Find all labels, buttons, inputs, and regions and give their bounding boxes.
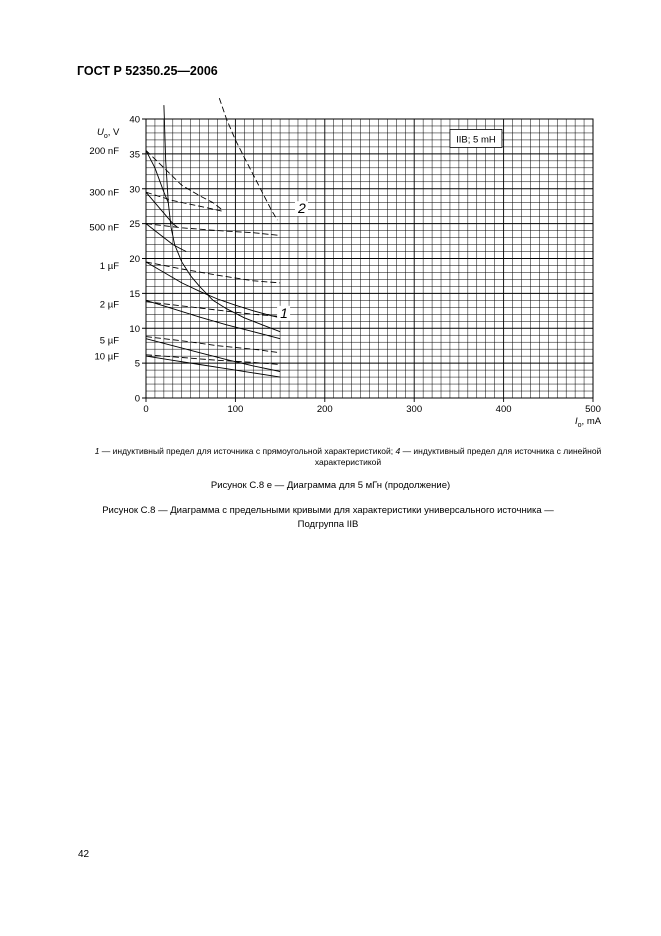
capacitance-label: 5 µF [99,335,119,347]
legend-text-2: — индуктивный предел для источника с линейной характеристикой [314,446,602,467]
x-tick-label: 400 [495,404,512,415]
legend-number-2: 4 [395,446,401,456]
x-tick-label: 0 [143,404,149,415]
legend-text-1: — индуктивный предел для источника с прямоугольной характеристикой; [99,446,396,456]
y-tick-label: 15 [129,288,140,300]
series-line [146,150,168,202]
series-line [146,224,280,236]
legend-number-1: 1 [94,446,100,456]
y-tick-label: 0 [134,393,140,405]
page-number: 42 [78,849,90,860]
x-tick-label: 100 [227,404,244,415]
y-tick-label: 25 [129,219,140,231]
x-tick-label: 500 [585,404,601,415]
series-line [146,300,280,338]
chart [0,0,661,440]
legend-note [78,446,618,468]
y-tick-label: 30 [129,184,140,196]
curve-label: 1 [280,304,288,321]
capacitance-label: 1 µF [99,260,119,272]
y-tick-label: 10 [129,323,140,335]
document-header: ГОСТ Р 52350.25—2006 [77,64,218,78]
capacitance-label: 2 µF [99,299,119,311]
y-tick-label: 35 [129,149,140,161]
capacitance-label: 300 nF [89,187,119,199]
x-tick-label: 300 [406,404,423,415]
series-line [219,98,277,220]
capacitance-label: 500 nF [89,222,119,234]
figure-caption-e: Рисунок С.8 е — Диаграмма для 5 мГн (продолжение) [210,480,451,491]
figure-caption-main: Рисунок С.8 — Диаграмма с предельными кривыми для характеристики универсального источника — Подгруппа IIB [102,505,554,530]
x-axis-label: $I_o$, mA [575,416,602,429]
y-tick-label: 40 [129,114,140,126]
series-line [146,356,280,377]
x-tick-label: 200 [316,404,333,415]
y-axis-label: $U_o$, V [97,127,120,140]
capacitance-label: 200 nF [89,145,119,157]
series-line [146,150,222,209]
series-line [164,105,280,332]
annotation-text: IIB; 5 mH [456,134,496,146]
capacitance-label: 10 µF [94,351,119,363]
y-tick-label: 20 [129,254,140,265]
curve-label: 2 [297,200,306,217]
series-line [146,337,280,353]
y-tick-label: 5 [134,358,140,370]
